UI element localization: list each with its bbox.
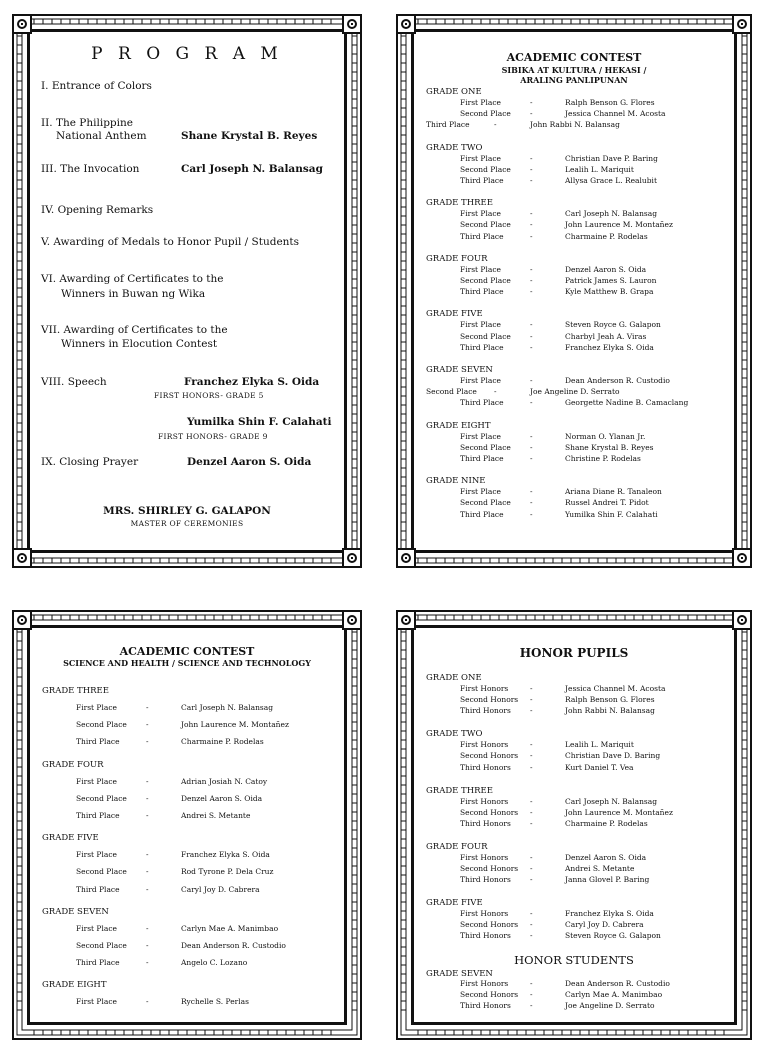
award-name: John Laurence M. Montañez — [181, 720, 289, 730]
award-name: John Laurence M. Montañez — [565, 807, 673, 817]
grade-heading: GRADE SEVEN — [426, 365, 493, 375]
award-name: Kurt Daniel T. Vea — [565, 762, 634, 772]
award-place: First Place — [76, 997, 117, 1007]
award-name: Kyle Matthew B. Grapa — [565, 287, 654, 297]
program-item-label: IV. Opening Remarks — [41, 204, 154, 216]
award-dash: - — [146, 811, 149, 820]
award-dash: - — [530, 751, 533, 761]
award-name: Joe Angeline D. Serrato — [530, 387, 620, 397]
program-item-label: II. The Philippine — [41, 117, 133, 129]
award-dash: - — [530, 176, 533, 185]
award-dash: - — [530, 398, 533, 408]
award-name: Dean Anderson R. Custodio — [565, 376, 670, 385]
award-dash: - — [530, 153, 533, 163]
award-dash: - — [146, 884, 149, 894]
award-name: Rod Tyrone P. Dela Cruz — [181, 867, 274, 877]
award-place: Second Place — [460, 276, 511, 285]
program-honor-caption: FIRST HONORS- GRADE 9 — [158, 432, 268, 441]
grade-heading: GRADE FOUR — [426, 253, 488, 264]
award-dash: - — [530, 342, 533, 352]
award-dash: - — [530, 796, 533, 806]
program-item-label: IX. Closing Prayer — [41, 456, 139, 468]
master-of-ceremonies-name: MRS. SHIRLEY G. GALAPON — [103, 505, 271, 517]
grade-heading: GRADE FIVE — [426, 309, 483, 320]
grade-heading: GRADE FIVE — [426, 898, 483, 909]
award-place: First Honors — [460, 796, 509, 806]
award-place: Second Place — [460, 220, 511, 230]
honor-pupils-card — [396, 610, 752, 1040]
award-name: Allysa Grace L. Realubit — [565, 176, 657, 185]
master-of-ceremonies-role: MASTER OF CEREMONIES — [130, 519, 244, 528]
program-item-person: Shane Krystal B. Reyes — [181, 130, 318, 142]
grade-heading: GRADE SEVEN — [42, 906, 109, 917]
award-name: Norman O. Ylanan Jr. — [565, 431, 646, 441]
award-name: Charmaine P. Rodelas — [565, 231, 648, 241]
program-item-label: V. Awarding of Medals to Honor Pupil / Students — [41, 236, 300, 248]
award-place: Third Place — [76, 811, 120, 820]
award-name: Steven Royce G. Galapon — [565, 931, 661, 941]
award-dash: - — [530, 979, 533, 988]
grade-heading: GRADE FIVE — [42, 833, 99, 844]
award-name: Rychelle S. Perlas — [181, 997, 249, 1007]
program-item-label: VII. Awarding of Certificates to the — [41, 324, 228, 336]
award-place: Third Place — [460, 398, 504, 408]
award-dash: - — [494, 120, 497, 130]
award-name: Ralph Benson G. Flores — [565, 695, 655, 705]
award-place: Second Place — [460, 331, 511, 341]
program-honor-caption: FIRST HONORS- GRADE 5 — [154, 391, 264, 400]
award-place: Second Place — [460, 109, 511, 119]
program-item-label: III. The Invocation — [41, 163, 140, 175]
award-name: Carl Joseph N. Balansag — [565, 796, 658, 806]
award-name: Andrei S. Metante — [565, 864, 635, 873]
program-item-label-cont: Winners in Elocution Contest — [61, 338, 218, 350]
award-place: First Place — [460, 264, 501, 274]
program-item-label: VIII. Speech — [41, 376, 107, 388]
award-place: Third Place — [76, 958, 120, 968]
award-place: First Place — [460, 153, 501, 163]
grade-heading: GRADE EIGHT — [426, 420, 491, 431]
award-place: Second Honors — [460, 864, 519, 873]
award-dash: - — [530, 684, 533, 693]
award-place: Third Honors — [460, 706, 511, 716]
award-dash: - — [530, 931, 533, 941]
award-place: Third Honors — [460, 762, 511, 772]
award-dash: - — [146, 941, 149, 950]
award-name: Dean Anderson R. Custodio — [181, 941, 286, 950]
award-place: First Place — [460, 209, 501, 219]
award-dash: - — [530, 990, 533, 1000]
award-name: John Rabbi N. Balansag — [565, 706, 655, 716]
program-item-label-cont: Winners in Buwan ng Wika — [61, 288, 206, 300]
award-place: First Place — [460, 98, 501, 107]
award-place: Second Place — [76, 867, 127, 877]
program-item-label: I. Entrance of Colors — [41, 80, 152, 92]
award-dash: - — [146, 923, 149, 933]
award-name: Georgette Nadine B. Camaclang — [565, 398, 689, 408]
award-dash: - — [530, 875, 533, 885]
award-name: Denzel Aaron S. Oida — [565, 852, 647, 862]
award-place: Second Honors — [460, 807, 519, 817]
award-name: Charbyl Jeah A. Viras — [565, 331, 647, 341]
award-name: Carl Joseph N. Balansag — [565, 209, 658, 219]
award-name: Angelo C. Lozano — [181, 958, 248, 968]
grade-heading: GRADE TWO — [426, 729, 483, 740]
contest-science-card — [12, 610, 362, 1040]
program-item-label: VI. Awarding of Certificates to the — [41, 273, 224, 285]
award-name: Jessica Channel M. Acosta — [565, 109, 666, 119]
award-dash: - — [530, 320, 533, 330]
award-dash: - — [530, 164, 533, 174]
grade-heading: GRADE FOUR — [426, 841, 488, 852]
award-dash: - — [530, 231, 533, 241]
award-place: First Place — [76, 703, 117, 712]
award-name: Denzel Aaron S. Oida — [181, 793, 263, 803]
award-place: Third Place — [460, 454, 504, 463]
grade-heading: GRADE TWO — [426, 142, 483, 153]
award-name: Caryl Joy D. Cabrera — [181, 884, 260, 894]
award-name: Christine P. Rodelas — [565, 454, 641, 463]
program-item-person: Yumilka Shin F. Calahati — [187, 416, 332, 428]
honor-pupils-content — [396, 610, 752, 1040]
award-dash: - — [530, 740, 533, 750]
award-dash: - — [146, 737, 149, 747]
contest-title: ACADEMIC CONTEST — [506, 51, 642, 64]
award-place: Second Honors — [460, 695, 519, 705]
grade-heading: GRADE ONE — [426, 87, 482, 97]
award-name: Lealih L. Mariquit — [565, 164, 634, 174]
award-dash: - — [530, 807, 533, 817]
award-place: Second Place — [460, 442, 511, 452]
grade-heading: GRADE ONE — [426, 673, 482, 683]
award-name: Christian Dave D. Baring — [565, 751, 661, 761]
award-dash: - — [146, 867, 149, 877]
award-name: Yumilka Shin F. Calahati — [565, 509, 658, 519]
contest-subtitle: SIBIKA AT KULTURA / HEKASI / — [501, 65, 647, 75]
award-name: Carlyn Mae A. Manimbao — [181, 923, 279, 933]
award-dash: - — [530, 442, 533, 452]
award-dash: - — [530, 209, 533, 219]
award-name: Charmaine P. Rodelas — [181, 737, 264, 747]
award-name: Andrei S. Metante — [181, 811, 251, 820]
award-place: Third Honors — [460, 1001, 511, 1011]
award-place: Third Place — [460, 176, 504, 185]
award-place: First Place — [460, 487, 501, 497]
award-name: Christian Dave P. Baring — [565, 153, 658, 163]
award-place: First Honors — [460, 852, 509, 862]
award-place: Third Place — [460, 231, 504, 241]
award-place: First Honors — [460, 909, 509, 919]
award-dash: - — [530, 920, 533, 930]
award-dash: - — [530, 498, 533, 508]
award-dash: - — [530, 909, 533, 919]
contest-science-content — [12, 610, 362, 1040]
award-place: Second Place — [426, 387, 477, 397]
award-name: Joe Angeline D. Serrato — [565, 1001, 655, 1011]
award-name: Ralph Benson G. Flores — [565, 98, 655, 107]
award-name: John Rabbi N. Balansag — [530, 120, 620, 130]
award-dash: - — [146, 776, 149, 786]
award-place: Second Place — [76, 941, 127, 950]
award-name: Jessica Channel M. Acosta — [565, 684, 666, 693]
award-name: John Laurence M. Montañez — [565, 220, 673, 230]
award-place: Third Place — [460, 509, 504, 519]
award-place: First Place — [76, 850, 117, 860]
grade-heading: GRADE NINE — [426, 476, 486, 487]
award-place: Second Place — [460, 498, 511, 508]
grade-heading: GRADE THREE — [42, 686, 109, 696]
award-name: Russel Andrei T. Pidot — [565, 498, 649, 508]
award-name: Carlyn Mae A. Manimbao — [565, 990, 663, 1000]
contest-subtitle: ARALING PANLIPUNAN — [520, 75, 628, 85]
award-name: Ariana Diane R. Tanaleon — [565, 487, 662, 497]
award-name: Lealih L. Mariquit — [565, 740, 634, 750]
award-place: First Place — [76, 923, 117, 933]
award-place: Third Place — [460, 287, 504, 297]
award-dash: - — [530, 509, 533, 519]
award-place: Third Place — [76, 737, 120, 747]
award-place: First Place — [76, 776, 117, 786]
award-dash: - — [530, 220, 533, 230]
award-place: First Honors — [460, 740, 509, 750]
award-place: First Place — [460, 431, 501, 441]
contest-ap-card — [396, 14, 752, 568]
award-place: First Honors — [460, 979, 509, 988]
award-name: Janna Glovel P. Baring — [565, 875, 650, 885]
award-place: Second Honors — [460, 990, 519, 1000]
award-name: Caryl Joy D. Cabrera — [565, 920, 644, 930]
program-item-person: Denzel Aaron S. Oida — [187, 456, 312, 468]
award-dash: - — [530, 695, 533, 705]
award-dash: - — [530, 431, 533, 441]
award-name: Carl Joseph N. Balansag — [181, 703, 274, 712]
award-dash: - — [494, 387, 497, 397]
award-name: Shane Krystal B. Reyes — [565, 442, 654, 452]
award-dash: - — [530, 454, 533, 463]
award-dash: - — [530, 852, 533, 862]
award-name: Charmaine P. Rodelas — [565, 818, 648, 828]
award-dash: - — [146, 703, 149, 712]
contest-subtitle: SCIENCE AND HEALTH / SCIENCE AND TECHNOLOGY — [63, 658, 311, 668]
grade-heading: GRADE FOUR — [42, 759, 104, 770]
award-dash: - — [530, 487, 533, 497]
award-name: Franchez Elyka S. Oida — [181, 850, 270, 860]
grade-heading: GRADE THREE — [426, 198, 493, 209]
contest-ap-content — [396, 14, 752, 568]
program-item-person: Carl Joseph N. Balansag — [181, 163, 323, 175]
honor-students-title: HONOR STUDENTS — [514, 953, 634, 967]
grade-heading: GRADE EIGHT — [42, 980, 107, 991]
program-item-person: Franchez Elyka S. Oida — [184, 376, 320, 388]
award-dash: - — [146, 997, 149, 1007]
award-place: Second Place — [76, 793, 127, 803]
award-dash: - — [530, 376, 533, 385]
award-name: Adrian Josiah N. Catoy — [181, 776, 268, 786]
award-dash: - — [530, 109, 533, 119]
grade-heading: GRADE THREE — [426, 785, 493, 796]
award-place: Third Honors — [460, 818, 511, 828]
contest-title: ACADEMIC CONTEST — [119, 645, 255, 658]
award-name: Franchez Elyka S. Oida — [565, 909, 654, 919]
award-place: Third Honors — [460, 931, 511, 941]
award-dash: - — [530, 864, 533, 873]
award-place: Third Place — [426, 120, 470, 130]
award-name: Steven Royce G. Galapon — [565, 320, 661, 330]
award-name: Franchez Elyka S. Oida — [565, 342, 654, 352]
award-dash: - — [530, 287, 533, 297]
award-dash: - — [530, 98, 533, 107]
award-dash: - — [146, 850, 149, 860]
award-place: Second Place — [460, 164, 511, 174]
award-dash: - — [146, 793, 149, 803]
award-place: Second Place — [76, 720, 127, 730]
award-dash: - — [530, 276, 533, 285]
award-dash: - — [530, 1001, 533, 1011]
award-dash: - — [146, 958, 149, 968]
award-name: Patrick James S. Lauron — [565, 276, 657, 285]
award-place: First Place — [460, 376, 501, 385]
award-place: First Place — [460, 320, 501, 330]
award-name: Dean Anderson R. Custodio — [565, 979, 670, 988]
award-dash: - — [530, 762, 533, 772]
award-place: First Honors — [460, 684, 509, 693]
grade-heading: GRADE SEVEN — [426, 969, 493, 979]
program-card — [12, 14, 362, 568]
award-dash: - — [146, 720, 149, 730]
award-dash: - — [530, 264, 533, 274]
award-place: Second Honors — [460, 751, 519, 761]
award-dash: - — [530, 818, 533, 828]
honor-pupils-title: HONOR PUPILS — [519, 646, 629, 660]
program-content — [12, 14, 362, 568]
award-place: Third Place — [76, 884, 120, 894]
award-name: Denzel Aaron S. Oida — [565, 264, 647, 274]
award-place: Third Honors — [460, 875, 511, 885]
program-item-label-cont: National Anthem — [56, 130, 147, 142]
award-dash: - — [530, 706, 533, 716]
program-title: P R O G R A M — [91, 44, 283, 64]
award-place: Third Place — [460, 342, 504, 352]
award-dash: - — [530, 331, 533, 341]
award-place: Second Honors — [460, 920, 519, 930]
